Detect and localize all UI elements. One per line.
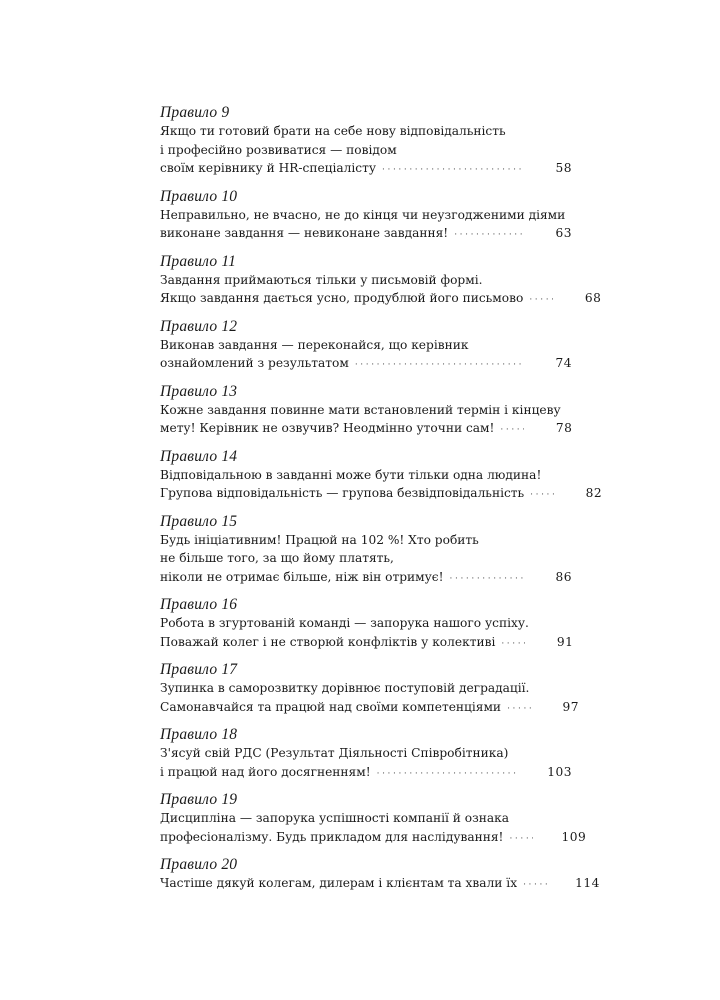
- toc-entry: [160, 447, 603, 503]
- page-number: 114: [575, 876, 600, 890]
- dot-leader: [454, 226, 524, 245]
- rule-title: Правило 14: [160, 447, 238, 465]
- dot-leader: [509, 830, 533, 849]
- page-number: 74: [555, 356, 572, 370]
- dot-leader: [355, 356, 524, 375]
- rule-text: своїм керівнику й HR-спеціалісту: [160, 161, 377, 175]
- rule-text: ознайомлений з результатом: [160, 356, 349, 370]
- rule-title: Правило 11: [160, 252, 237, 270]
- rule-text: Самонавчайся та працюй над своїми компетенціями: [160, 699, 502, 714]
- rule-text-last-line: [160, 484, 603, 503]
- rule-text-last-line: [160, 568, 572, 587]
- rule-text: Частіше дякуй колегам, дилерам і клієнтам та хвали їх: [160, 876, 518, 890]
- rule-title: Правило 17: [160, 661, 238, 678]
- rule-text-line: Виконав завдання — переконайся, що керівник: [160, 337, 469, 352]
- rule-text-line: Зупинка в саморозвитку дорівнює поступовій деградації.: [160, 681, 530, 695]
- rule-text: і працюй над його досягненням!: [160, 764, 371, 779]
- toc-entry: [160, 596, 572, 651]
- table-of-contents: [160, 104, 603, 903]
- rule-text: професіоналізму. Будь прикладом для наслідування!: [160, 829, 504, 844]
- dot-leader: [507, 700, 531, 719]
- dot-leader: [500, 421, 524, 440]
- rule-text: виконане завдання — невиконане завдання!: [160, 226, 449, 240]
- rule-text-line: не більше того, за що йому платять,: [160, 551, 394, 565]
- dot-leader: [529, 291, 553, 310]
- rule-text: ніколи не отримає більше, ніж він отримує!: [160, 569, 444, 584]
- rule-text-last-line: [160, 289, 602, 308]
- page-number: 109: [561, 829, 587, 844]
- page-number: 58: [555, 161, 572, 175]
- rule-title: Правило 13: [160, 382, 238, 400]
- rule-title: Правило 9: [160, 104, 230, 121]
- rule-title: Правило 16: [160, 596, 238, 613]
- dot-leader: [382, 161, 524, 180]
- toc-entry: [160, 791, 587, 846]
- rule-text-line: Робота в згуртованій команді — запорука нашого успіху.: [160, 616, 529, 630]
- rule-text-line: Дисципліна — запорука успішності компанії й ознака: [160, 811, 510, 825]
- page-number: 86: [555, 569, 572, 584]
- page-number: 68: [584, 291, 602, 305]
- toc-entry: [160, 856, 600, 893]
- page-number: 103: [547, 764, 572, 779]
- rule-title: Правило 20: [160, 856, 238, 873]
- page-number: 91: [556, 634, 574, 649]
- rule-title: Правило 10: [160, 187, 238, 205]
- rule-text-last-line: [160, 224, 572, 243]
- toc-entry: [160, 513, 572, 587]
- page-number: 97: [562, 699, 580, 714]
- toc-entry: [160, 188, 572, 243]
- rule-text: мету! Керівник не озвучив? Неодмінно уточни сам!: [160, 421, 495, 435]
- toc-entry: [160, 104, 572, 178]
- rule-title: Правило 12: [160, 317, 238, 335]
- rule-text-line: Відповідальною в завданні може бути тільки одна людина!: [160, 467, 542, 482]
- toc-entry: [160, 661, 580, 716]
- rule-text-last-line: [160, 828, 587, 847]
- toc-entry: [160, 318, 572, 373]
- dot-leader: [450, 570, 524, 589]
- toc-entry: [160, 383, 572, 438]
- rule-text-line: і професійно розвиватися — повідом: [160, 142, 397, 157]
- rule-title: Правило 18: [160, 726, 238, 743]
- rule-text-last-line: [160, 633, 572, 652]
- rule-text-last-line: [160, 698, 580, 717]
- rule-text-last-line: [160, 354, 572, 373]
- page-number: 63: [555, 226, 572, 240]
- rule-text: Групова відповідальність — групова безвідповідальність: [160, 486, 525, 500]
- rule-text-line: Неправильно, не вчасно, не до кінця чи неузгодженими діями: [160, 207, 566, 222]
- dot-leader: [530, 486, 554, 505]
- rule-text: Поважай колег і не створюй конфліктів у колективі: [160, 634, 496, 649]
- dot-leader: [377, 765, 520, 784]
- rule-title: Правило 19: [160, 791, 238, 808]
- dot-leader: [501, 635, 525, 654]
- rule-text: Якщо завдання дається усно, продублюй його письмово: [160, 291, 524, 305]
- rule-text-line: Будь ініціативним! Працюй на 102 %! Хто робить: [160, 532, 479, 547]
- toc-entry: [160, 252, 602, 308]
- page-number: 82: [585, 486, 603, 500]
- page-number: 78: [555, 421, 573, 435]
- rule-text-last-line: [160, 159, 572, 178]
- rule-text-last-line: [160, 763, 572, 782]
- rule-text-last-line: [160, 874, 600, 893]
- rule-text-line: З'ясуй свій РДС (Результат Діяльності Співробітника): [160, 746, 509, 760]
- rule-text-line: Якщо ти готовий брати на себе нову відповідальність: [160, 124, 506, 138]
- rule-text-last-line: [160, 419, 572, 438]
- rule-text-line: Завдання приймаються тільки у письмовій формі.: [160, 272, 483, 287]
- rule-title: Правило 15: [160, 512, 238, 530]
- dot-leader: [523, 876, 547, 895]
- toc-entry: [160, 726, 572, 781]
- rule-text-line: Кожне завдання повинне мати встановлений термін і кінцеву: [160, 402, 561, 417]
